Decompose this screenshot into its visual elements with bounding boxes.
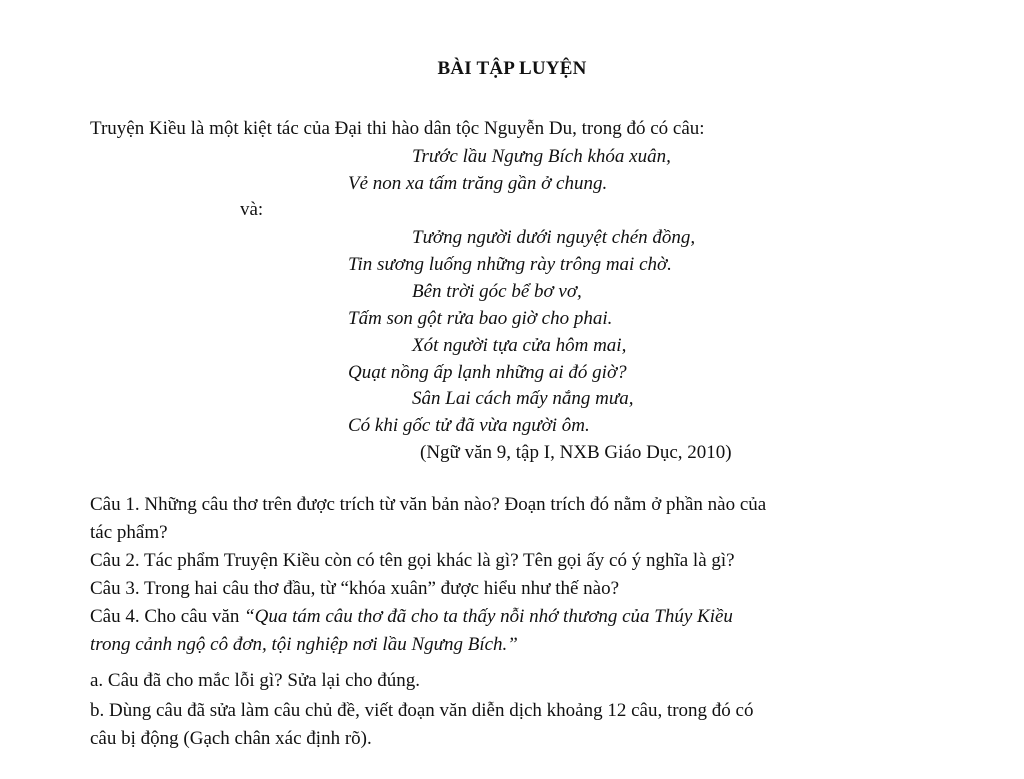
question-4-prefix: Câu 4. Cho câu văn: [90, 606, 245, 627]
poem2-line-4: Tấm son gột rửa bao giờ cho phai.: [348, 308, 613, 329]
poem2-line-5: Xót người tựa cửa hôm mai,: [412, 335, 627, 356]
poem1-line-2: Vẻ non xa tấm trăng gần ở chung.: [348, 173, 608, 194]
question-4-quote-line-1: “Qua tám câu thơ đã cho ta thấy nỗi nhớ thương của Thúy Kiều: [244, 606, 733, 627]
poem2-line-7: Sân Lai cách mấy nắng mưa,: [412, 388, 634, 409]
poem2-line-8: Có khi gốc tử đã vừa người ôm.: [348, 415, 590, 436]
question-4-line-1: [90, 604, 733, 630]
question-1-line-2: tác phẩm?: [90, 522, 168, 543]
question-4b-line-1: b. Dùng câu đã sửa làm câu chủ đề, viết đoạn văn diễn dịch khoảng 12 câu, trong đó có: [90, 700, 754, 721]
question-1-line-1: Câu 1. Những câu thơ trên được trích từ văn bản nào? Đoạn trích đó nằm ở phần nào của: [90, 494, 767, 515]
intro-paragraph: Truyện Kiều là một kiệt tác của Đại thi hào dân tộc Nguyễn Du, trong đó có câu:: [90, 118, 705, 139]
question-3: Câu 3. Trong hai câu thơ đầu, từ “khóa xuân” được hiểu như thế nào?: [90, 578, 620, 599]
poem2-line-3: Bên trời góc bể bơ vơ,: [412, 281, 582, 302]
question-4b-line-2: câu bị động (Gạch chân xác định rõ).: [90, 728, 372, 749]
poem2-line-6: Quạt nồng ấp lạnh những ai đó giờ?: [348, 362, 627, 383]
source-citation: (Ngữ văn 9, tập I, NXB Giáo Dục, 2010): [420, 442, 732, 463]
question-4-quote-line-2: trong cảnh ngộ cô đơn, tội nghiệp nơi lầu Ngưng Bích.”: [90, 634, 518, 655]
connector-text: và:: [240, 199, 264, 220]
poem2-line-1: Tưởng người dưới nguyệt chén đồng,: [412, 227, 696, 248]
question-2: Câu 2. Tác phẩm Truyện Kiều còn có tên gọi khác là gì? Tên gọi ấy có ý nghĩa là gì?: [90, 550, 735, 571]
poem2-line-2: Tin sương luống những rày trông mai chờ.: [348, 254, 672, 275]
poem1-line-1: Trước lầu Ngưng Bích khóa xuân,: [412, 146, 671, 167]
document-title: BÀI TẬP LUYỆN: [437, 58, 587, 79]
question-4a: a. Câu đã cho mắc lỗi gì? Sửa lại cho đúng.: [90, 670, 421, 691]
